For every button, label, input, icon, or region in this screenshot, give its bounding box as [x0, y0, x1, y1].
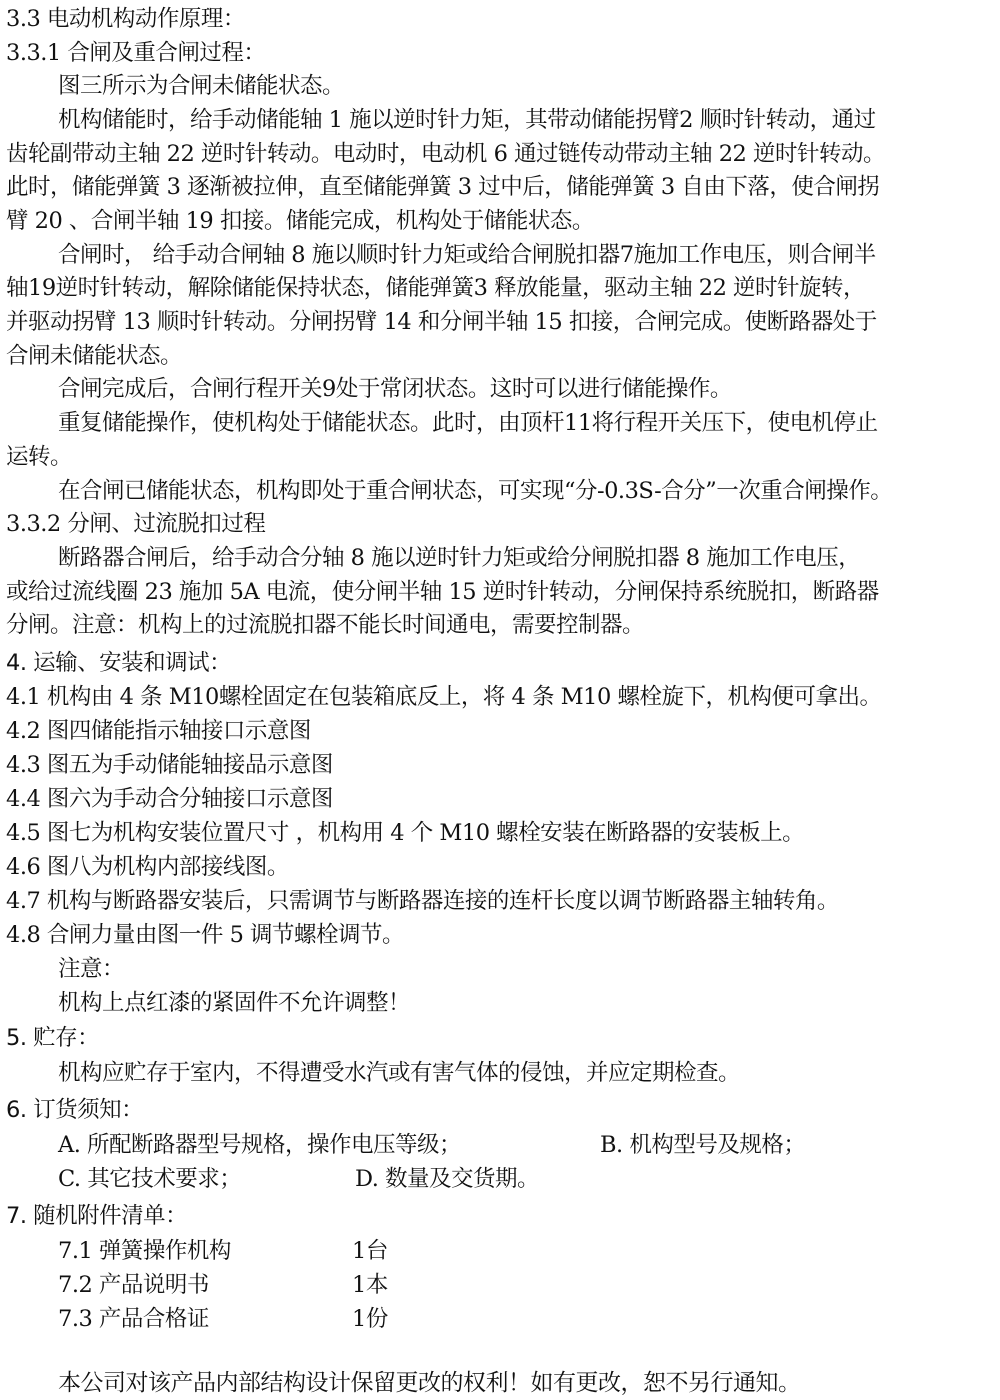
- accessory-qty: 1台: [352, 1238, 388, 1264]
- note-text: 机构上点红漆的紧固件不允许调整！: [58, 990, 411, 1016]
- accessory-qty: 1本: [352, 1272, 388, 1298]
- paragraph-line: 合闸时， 给手动合闸轴 8 施以顺时针力矩或给合闸脱扣器7施加工作电压，则合闸半: [58, 242, 876, 268]
- list-item: 4.4 图六为手动合分轴接口示意图: [6, 786, 333, 812]
- list-item: 4.8 合闸力量由图一件 5 调节螺栓调节。: [6, 922, 405, 948]
- list-item: 4.5 图七为机构安装位置尺寸 ，机构用 4 个 M10 螺栓安装在断路器的安装板上。: [6, 820, 805, 846]
- paragraph-line: 合闸完成后，合闸行程开关9处于常闭状态。这时可以进行储能操作。: [58, 376, 732, 402]
- list-item: 4.2 图四储能指示轴接口示意图: [6, 718, 311, 744]
- accessory-name: 7.2 产品说明书: [58, 1272, 209, 1298]
- list-item: 4.7 机构与断路器安装后，只需调节与断路器连接的连杆长度以调节断路器主轴转角。: [6, 888, 839, 914]
- paragraph-line: 图三所示为合闸未储能状态。: [58, 73, 345, 99]
- paragraph-line: 臂 20 、合闸半轴 19 扣接。储能完成，机构处于储能状态。: [6, 208, 594, 234]
- paragraph-line: 重复储能操作，使机构处于储能状态。此时，由顶杆11将行程开关压下，使电机停止: [58, 410, 878, 436]
- list-item: 4.1 机构由 4 条 M10螺栓固定在包装箱底反上，将 4 条 M10 螺栓旋下，机构便可拿出。: [6, 684, 882, 710]
- footer-notice: 本公司对该产品内部结构设计保留更改的权利！如有更改，恕不另行通知。: [58, 1370, 801, 1396]
- accessory-name: 7.1 弹簧操作机构: [58, 1238, 231, 1264]
- section-3-3-heading: 3.3 电动机构动作原理：: [6, 6, 245, 32]
- paragraph-line: 或给过流线圈 23 施加 5A 电流，使分闸半轴 15 逆时针转动，分闸保持系统脱扣，断路器: [6, 579, 879, 605]
- paragraph-line: 运转。: [6, 444, 73, 470]
- order-item-b: B. 机构型号及规格；: [600, 1132, 806, 1158]
- list-item: 4.6 图八为机构内部接线图。: [6, 854, 289, 880]
- paragraph-line: 断路器合闸后，给手动合分轴 8 施以逆时针力矩或给分闸脱扣器 8 施加工作电压，: [58, 545, 861, 571]
- section-7-heading: 7. 随机附件清单：: [6, 1203, 188, 1229]
- section-4-heading: 4. 运输、安装和调试：: [6, 650, 232, 676]
- order-item-a: A. 所配断路器型号规格，操作电压等级；: [58, 1132, 462, 1158]
- accessory-qty: 1份: [352, 1306, 388, 1332]
- section-3-3-2-heading: 3.3.2 分闸、过流脱扣过程: [6, 511, 266, 537]
- section-5-heading: 5. 贮存：: [6, 1025, 100, 1051]
- accessory-name: 7.3 产品合格证: [58, 1306, 209, 1332]
- paragraph-line: 机构储能时，给手动储能轴 1 施以逆时针力矩，其带动储能拐臂2 顺时针转动，通过: [58, 107, 876, 133]
- paragraph-line: 合闸未储能状态。: [6, 343, 183, 369]
- paragraph-line: 齿轮副带动主轴 22 逆时针转动。电动时，电动机 6 通过链传动带动主轴 22 逆时针转动。: [6, 141, 885, 167]
- section-6-heading: 6. 订货须知：: [6, 1097, 144, 1123]
- order-item-c: C. 其它技术要求；: [58, 1166, 242, 1192]
- paragraph-line: 此时，储能弹簧 3 逐渐被拉伸，直至储能弹簧 3 过中后，储能弹簧 3 自由下落，使合闸拐: [6, 174, 880, 200]
- paragraph-line: 分闸。注意：机构上的过流脱扣器不能长时间通电，需要控制器。: [6, 612, 645, 638]
- order-item-d: D. 数量及交货期。: [355, 1166, 540, 1192]
- section-3-3-1-heading: 3.3.1 合闸及重合闸过程：: [6, 40, 266, 66]
- note-label: 注意：: [58, 956, 125, 982]
- paragraph-line: 并驱动拐臂 13 顺时针转动。分闸拐臂 14 和分闸半轴 15 扣接，合闸完成。使断路器处于: [6, 309, 877, 335]
- list-item: 4.3 图五为手动储能轴接品示意图: [6, 752, 333, 778]
- paragraph-line: 机构应贮存于室内，不得遭受水汽或有害气体的侵蚀，并应定期检查。: [58, 1060, 741, 1086]
- paragraph-line: 轴19逆时针转动，解除储能保持状态，储能弹簧3 释放能量，驱动主轴 22 逆时针旋转，: [6, 275, 866, 301]
- paragraph-line: 在合闸已储能状态，机构即处于重合闸状态，可实现“分-0.3S-合分”一次重合闸操作。: [58, 478, 893, 504]
